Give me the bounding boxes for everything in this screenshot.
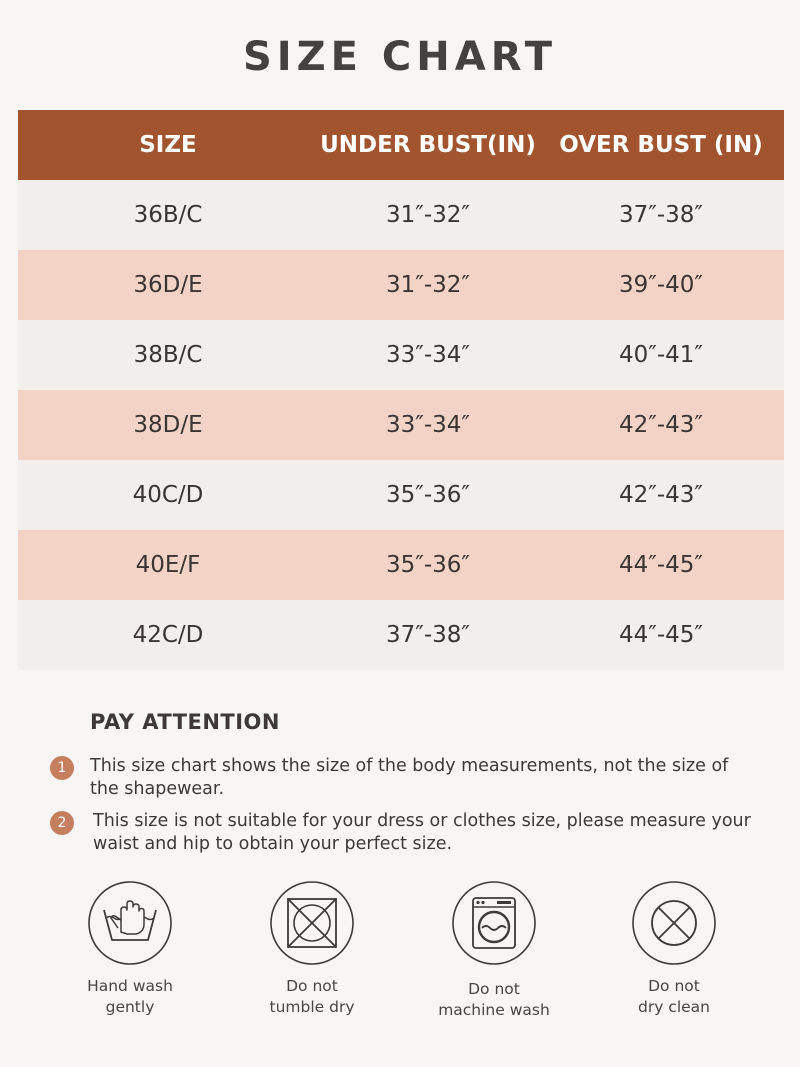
cell-size: 40C/D — [132, 482, 204, 508]
no-machine-wash-icon — [451, 880, 537, 966]
table-row — [18, 390, 784, 460]
care-no-machine-wash — [404, 880, 584, 1021]
header-size: SIZE — [139, 132, 197, 158]
table-row — [18, 460, 784, 530]
table-header — [18, 110, 784, 180]
cell-size: 40E/F — [135, 552, 201, 578]
cell-over-bust: 42″-43″ — [618, 482, 703, 508]
cell-over-bust: 40″-41″ — [618, 342, 703, 368]
note-text: This size chart shows the size of the body measurements, not the size of the shapewear. — [90, 756, 729, 799]
cell-size: 38D/E — [133, 412, 203, 438]
hand-wash-icon — [87, 880, 173, 966]
cell-over-bust: 37″-38″ — [618, 202, 703, 228]
cell-size: 36B/C — [133, 202, 203, 228]
attention-note-1 — [50, 755, 770, 801]
cell-under-bust: 33″-34″ — [385, 412, 470, 438]
cell-over-bust: 42″-43″ — [618, 412, 703, 438]
cell-under-bust: 31″-32″ — [385, 272, 470, 298]
cell-under-bust: 37″-38″ — [385, 622, 470, 648]
page-title: SIZE CHART — [242, 34, 558, 80]
care-label: Do not machine wash — [438, 980, 550, 1019]
care-label: Do not dry clean — [638, 977, 710, 1016]
header-under-bust: UNDER BUST(IN) — [320, 132, 536, 158]
table-row — [18, 250, 784, 320]
attention-title: PAY ATTENTION — [90, 710, 280, 734]
care-hand-wash — [40, 880, 220, 1018]
care-label: Hand wash gently — [87, 977, 173, 1016]
cell-size: 38B/C — [133, 342, 203, 368]
care-no-tumble-dry — [222, 880, 402, 1018]
care-label: Do not tumble dry — [269, 977, 355, 1016]
header-over-bust: OVER BUST (IN) — [559, 132, 763, 158]
attention-note-2 — [50, 810, 770, 856]
cell-over-bust: 44″-45″ — [618, 552, 703, 578]
cell-size: 36D/E — [133, 272, 203, 298]
cell-under-bust: 35″-36″ — [385, 552, 470, 578]
table-row — [18, 600, 784, 670]
cell-under-bust: 31″-32″ — [385, 202, 470, 228]
number-badge: 2 — [50, 811, 74, 835]
cell-over-bust: 39″-40″ — [618, 272, 703, 298]
note-text: This size is not suitable for your dress or clothes size, please measure your waist and hip to obtain your perfect size. — [93, 811, 751, 854]
cell-over-bust: 44″-45″ — [618, 622, 703, 648]
number-badge: 1 — [50, 756, 74, 780]
size-table — [18, 110, 784, 670]
table-row — [18, 320, 784, 390]
table-row — [18, 180, 784, 250]
no-tumble-dry-icon — [269, 880, 355, 966]
cell-under-bust: 35″-36″ — [385, 482, 470, 508]
no-dry-clean-icon — [631, 880, 717, 966]
cell-size: 42C/D — [132, 622, 204, 648]
care-no-dry-clean — [584, 880, 764, 1018]
cell-under-bust: 33″-34″ — [385, 342, 470, 368]
table-row — [18, 530, 784, 600]
